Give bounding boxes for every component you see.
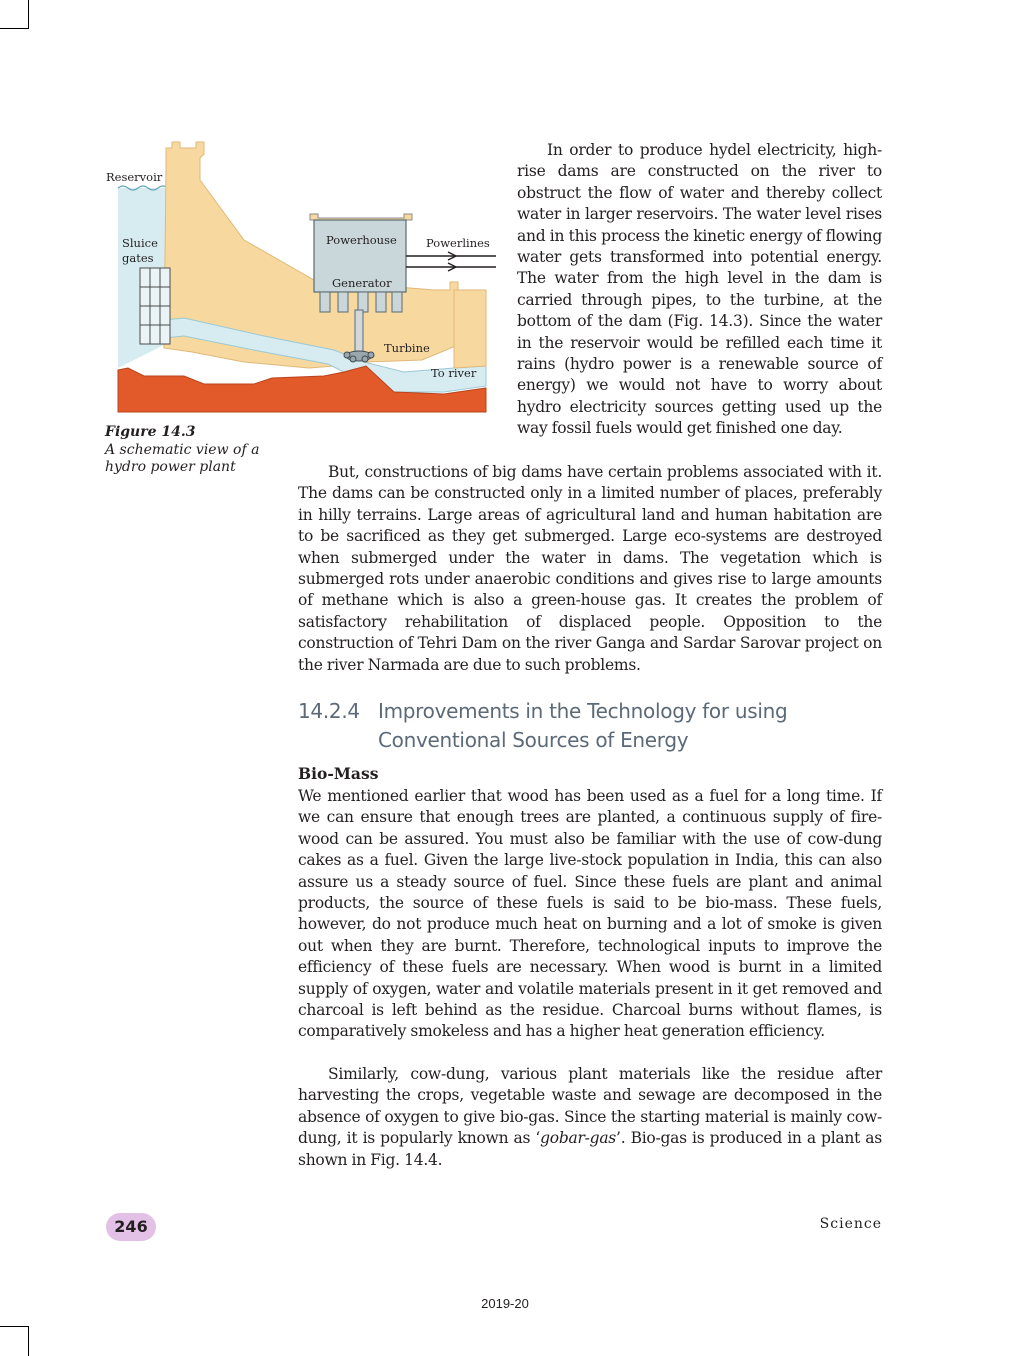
paragraph-bio-mass: We mentioned earlier that wood has been used as a fuel for a long time. If we can ensure that enough trees are planted, a continuous supply of fire-wood can be assured. You must also be familiar with the use of cow-dung cakes as a fuel. Given the large live-stock population in India, this can also assure us a steady source of fuel. Since these fuels are plant and animal products, the source of these fuels is said to be bio-mass. These fuels, however, do not produce much heat on burning and a lot of smoke is given out when they are burnt. Therefore, technological inputs to improve the efficiency of these fuels are necessary. When wood is burnt in a limited supply of oxygen, water and volatile materials present in it get removed and charcoal is left behind as the residue. Charcoal burns without flames, is comparatively smokeless and has a higher heat generation efficiency. <box>298 787 882 1041</box>
crop-mark-top-left <box>0 0 29 29</box>
figure-caption-line-2: hydro power plant <box>105 459 236 475</box>
figure-caption <box>105 424 295 477</box>
paragraph-bio-gas-italic: gobar-gas <box>540 1129 617 1148</box>
paragraph-hydel-electricity: In order to produce hydel electricity, high-rise dams are constructed on the river to obstruct the flow of water and thereby collect water in larger reservoirs. The water level rises and in this process the kinetic energy of flowing water gets transformed into potential energy. The water from the high level in the dam is carried through pipes, to the turbine, at the bottom of the dam (Fig. 14.3). Since the water in the reservoir would be refilled each time it rains (hydro power is a renewable source of energy) we would not have to worry about hydro electricity sources getting used up the way fossil fuels would get finished one day. <box>517 141 882 438</box>
label-reservoir: Reservoir <box>106 170 163 184</box>
turbine-shaft <box>355 310 363 354</box>
section-title-line-2: Conventional Sources of Energy <box>378 728 689 752</box>
paragraph-dam-problems: But, constructions of big dams have certain problems associated with it. The dams can be constructed only in a limited number of places, preferably in hilly terrains. Large areas of agricultural land and human habitation are to be sacrificed as they get submerged. Large eco-systems are destroyed when submerged under the water in dams. The vegetation which is submerged rots under anaerobic conditions and gives rise to large amounts of methane which is also a green-house gas. It creates the problem of satisfactory rehabilitation of displaced people. Opposition to the construction of Tehri Dam on the river Ganga and Sardar Sarovar project on the river Narmada are due to such problems. <box>298 463 882 674</box>
page-number: 246 <box>106 1213 156 1241</box>
label-sluice: Sluice <box>122 236 158 250</box>
subheading-bio-mass: Bio-Mass <box>298 764 379 783</box>
hydro-power-plant-figure <box>104 140 496 420</box>
river-bank <box>454 290 486 368</box>
label-powerlines: Powerlines <box>426 236 490 250</box>
footer-year: 2019-20 <box>481 1296 529 1311</box>
label-gates: gates <box>122 251 154 265</box>
hydro-power-plant-diagram <box>104 140 496 420</box>
section-title-line-1: Improvements in the Technology for using <box>378 699 788 723</box>
paragraph-bio-gas-text-1: Similarly, cow-dung, various plant materials like the residue after harvesting the crops, vegetable waste and sewage are decomposed in the absence of oxygen to give bio-gas. Since the starting material is mainly cow-dung, it is popularly known as ‘ <box>298 1065 882 1148</box>
powerlines <box>406 252 496 271</box>
label-turbine: Turbine <box>384 341 430 355</box>
crop-mark-bottom-left <box>0 1326 29 1356</box>
paragraph-bio-gas <box>298 1064 882 1171</box>
label-generator: Generator <box>332 276 392 290</box>
sluice-gates <box>140 268 170 344</box>
label-powerhouse: Powerhouse <box>326 233 397 247</box>
powerhouse <box>310 214 412 312</box>
section-number: 14.2.4 <box>298 699 360 723</box>
section-heading <box>298 697 898 755</box>
figure-caption-title: Figure 14.3 <box>105 424 196 440</box>
figure-caption-line-1: A schematic view of a <box>105 441 260 458</box>
paragraph-bio-gas-text-2: ’. Bio-gas is produced in a plant as shown in Fig. 14.4. <box>298 1129 882 1169</box>
label-to-river: To river <box>431 366 477 380</box>
footer-subject: Science <box>819 1216 882 1232</box>
